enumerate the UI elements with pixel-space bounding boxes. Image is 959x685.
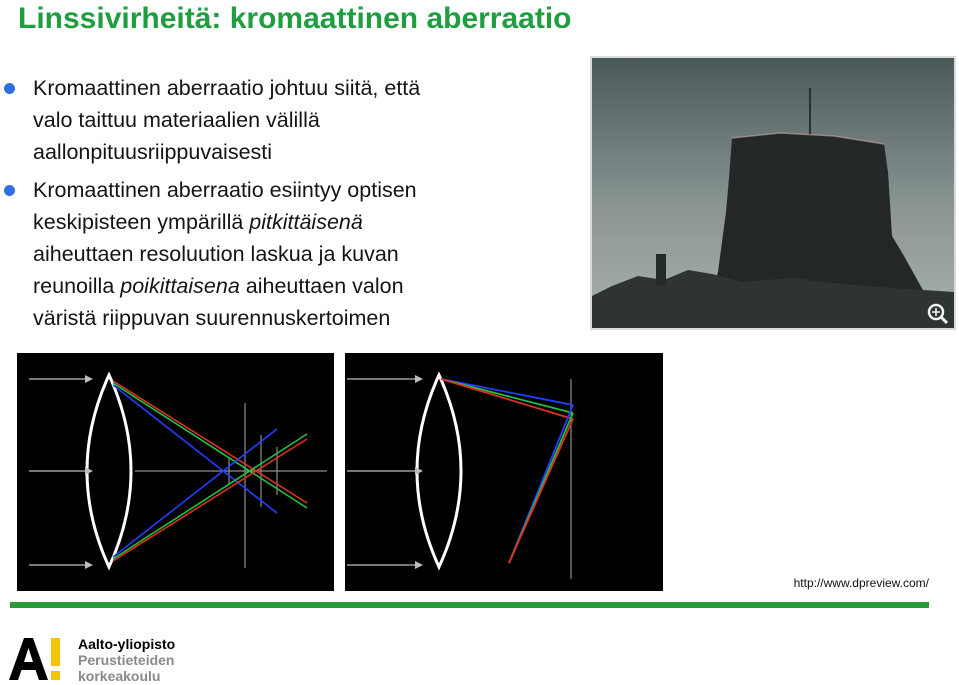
bullet-dot-icon bbox=[4, 185, 15, 196]
lens-shape bbox=[87, 375, 131, 567]
slide-title: Linssivirheitä: kromaattinen aberraatio bbox=[18, 2, 572, 35]
source-url: http://www.dpreview.com/ bbox=[793, 576, 929, 590]
ray-red bbox=[113, 439, 307, 561]
aalto-logo-icon bbox=[7, 634, 63, 682]
bullet-text: reunoilla bbox=[33, 274, 121, 298]
ray-red bbox=[113, 381, 307, 503]
ray-red bbox=[509, 419, 573, 563]
bullet-line: väristä riippuvan suurennuskertoimen bbox=[33, 306, 391, 330]
ray-green bbox=[113, 434, 307, 559]
logo-line: korkeakoulu bbox=[78, 668, 161, 684]
emphasis-lateral: poikittaisena bbox=[120, 274, 240, 298]
lens-diagram-longitudinal bbox=[17, 353, 334, 591]
bullet-line: valo taittuu materiaalien välillä bbox=[33, 108, 320, 132]
bullet-dot-icon bbox=[4, 83, 15, 94]
bullet-item bbox=[0, 174, 540, 334]
lens-shape bbox=[417, 375, 461, 567]
photo-post bbox=[656, 254, 666, 286]
lens-diagram-lateral bbox=[345, 353, 663, 591]
bullet-item bbox=[0, 72, 540, 168]
bullet-line bbox=[33, 206, 540, 238]
bullet-text: keskipisteen ympärillä bbox=[33, 210, 250, 234]
bullet-line bbox=[33, 270, 540, 302]
arrowheads bbox=[85, 375, 93, 569]
ray-red bbox=[441, 379, 573, 419]
bullet-line: Kromaattinen aberraatio esiintyy optisen bbox=[33, 178, 417, 202]
incoming-rays bbox=[29, 379, 85, 565]
university-name bbox=[78, 636, 175, 684]
arrowheads bbox=[415, 375, 423, 569]
ray-blue bbox=[441, 379, 573, 405]
incoming-rays bbox=[347, 379, 415, 565]
bullet-text: aiheuttaen valon bbox=[239, 274, 404, 298]
bullet-line: aallonpituusriippuvaisesti bbox=[33, 140, 273, 164]
bullet-line: aiheuttaen resoluution laskua ja kuvan bbox=[33, 242, 399, 266]
logo-line: Perustieteiden bbox=[78, 652, 175, 668]
bullet-list bbox=[0, 72, 540, 334]
logo-line: Aalto-yliopisto bbox=[78, 636, 176, 652]
longitudinal-aberration-diagram bbox=[17, 353, 334, 591]
axis-lines bbox=[135, 403, 327, 568]
lateral-aberration-diagram bbox=[345, 353, 663, 591]
example-photo bbox=[590, 56, 956, 330]
footer-bar bbox=[10, 602, 929, 608]
ray-green bbox=[113, 383, 307, 508]
emphasis-longitudinal: pitkittäisenä bbox=[249, 210, 363, 234]
ruin-photo bbox=[592, 58, 954, 328]
bullet-line: Kromaattinen aberraatio johtuu siitä, että bbox=[33, 76, 421, 100]
